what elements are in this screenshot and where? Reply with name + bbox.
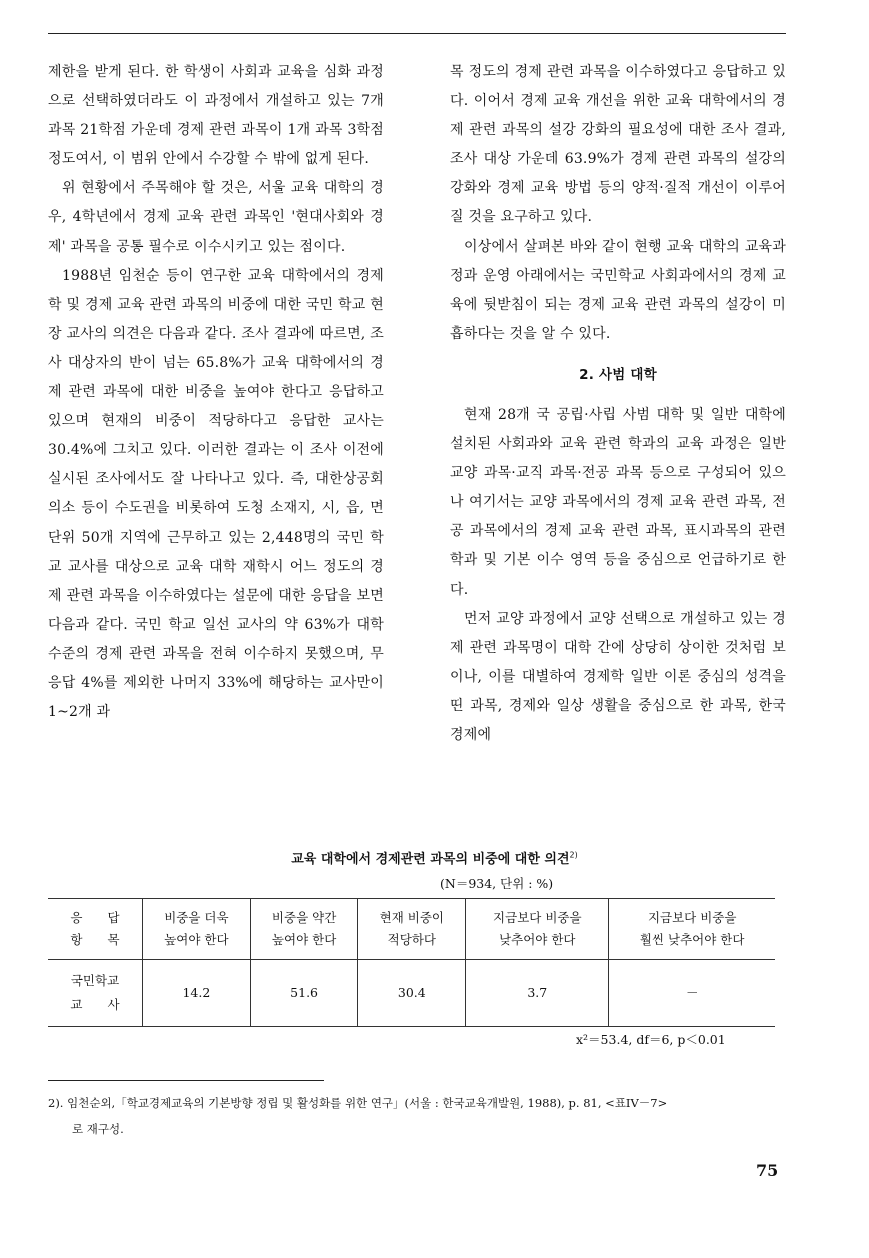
row-label-top: 국민학교 [70,973,120,988]
footnote-rule [48,1080,324,1081]
header-col-2-line-2: 높여야 한다 [271,932,337,947]
header-response-item [48,899,143,960]
table-cell: 3.7 [466,960,609,1027]
left-paragraph-3: 1988년 임천순 등이 연구한 교육 대학에서의 경제학 및 경제 교육 관련 과목의 비중에 대한 국민 학교 현장 교사의 의견은 다음과 같다. 조사 결과에 따르면, 조사 대상자의 반이 넘는 65.8%가 교육 대학에서의 경제 관련 과목에 대한 비중을 높여야 한다고 응답하고 있으며 현재의 비중이 적당하다고 응답한 교사는 30.4%에 그치고 있다. 이러한 결과는 이 조사 이전에 실시된 조사에서도 잘 나타나고 있다. 즉, 대한상공회의소 등이 수도권을 비롯하여 도청 소재지, 시, 읍, 면 단위 50개 지역에 근무하고 있는 2,448명의 국민 학교 교사를 대상으로 교육 대학 재학시 어느 정도의 경제 관련 과목을 이수하였다는 설문에 대한 응답을 보면 다음과 같다. 국민 학교 일선 교사의 약 63%가 대학 수준의 경제 관련 과목을 전혀 이수하지 못했으며, 무응답 4%를 제외한 나머지 33%에 해당하는 교사만이 1~2개 과 [48,267,384,721]
table-row [48,960,775,1027]
table-cell: 14.2 [143,960,251,1027]
table-title-footnote-mark: 2) [569,850,578,860]
opinion-table [48,898,775,1027]
table-unit-note: (N＝934, 단위 : %) [440,876,554,891]
right-paragraph-2: 이상에서 살펴본 바와 같이 현행 교육 대학의 교육과정과 운영 아래에서는 국민학교 사회과에서의 경제 교육에 뒷받침이 되는 경제 교육 관련 과목의 설강이 미흡하다는 것을 알 수 있다. [450,238,786,342]
header-col-5-line-2: 훨씬 낮추어야 한다 [639,932,745,947]
header-response-top: 응 답 [70,910,120,925]
header-col-4-line-1: 지금보다 비중을 [493,910,582,925]
header-col-4-line-2: 낮추어야 한다 [499,932,576,947]
top-rule [48,33,786,34]
header-col-5-line-1: 지금보다 비중을 [647,910,737,925]
footnote-line-2: 로 재구성. [72,1122,124,1136]
right-paragraph-4: 먼저 교양 과정에서 교양 선택으로 개설하고 있는 경제 관련 과목명이 대학 간에 상당히 상이한 것처럼 보이나, 이를 대별하여 경제학 일반 이론 중심의 성격을 띤 과목, 경제와 일상 생활을 중심으로 한 과목, 한국 경제에 [450,610,786,743]
page-number: 75 [756,1161,779,1180]
header-response-bottom: 항 목 [70,932,120,947]
row-label-bottom: 교 사 [70,997,120,1012]
left-paragraph-2: 위 현황에서 주목해야 할 것은, 서울 교육 대학의 경우, 4학년에서 경제 교육 관련 과목인 '현대사회와 경제' 과목을 공통 필수로 이수시키고 있는 점이다. [48,180,384,255]
header-col-3-line-2: 적당하다 [387,932,436,947]
header-col-3 [358,899,466,960]
table-cell: 51.6 [250,960,358,1027]
header-col-3-line-1: 현재 비중이 [379,910,445,925]
chi-square-note: x²＝53.4, df＝6, p＜0.01 [576,1032,726,1047]
header-col-1-line-1: 비중을 더욱 [164,910,229,925]
left-paragraph-1: 제한을 받게 된다. 한 학생이 사회과 교육을 심화 과정으로 선택하였더라도 이 과정에서 개설하고 있는 7개 과목 21학점 가운데 경제 관련 과목이 1개 과목 3학점 정도여서, 이 범위 안에서 수강할 수 밖에 없게 된다. [48,64,384,168]
right-paragraph-3: 현재 28개 국 공립·사립 사범 대학 및 일반 대학에 설치된 사회과와 교육 관련 학과의 교육 과정은 일반 교양 과목·교직 과목·전공 과목 등으로 구성되어 있으나 여기서는 교양 과목에서의 경제 교육 관련 과목, 전공 과목에서의 경제 교육 관련 과목, 표시과목의 관련 학과 및 기본 이수 영역 등을 중심으로 언급하기로 한다. [450,406,786,598]
header-col-5 [609,899,775,960]
left-column [48,58,384,727]
section-heading: 2. 사범 대학 [579,366,657,383]
table-cell: － [609,960,775,1027]
footnote [48,1090,788,1142]
header-col-1 [143,899,251,960]
right-paragraph-1: 목 정도의 경제 관련 과목을 이수하였다고 응답하고 있다. 이어서 경제 교육 개선을 위한 교육 대학에서의 경제 관련 과목의 설강 강화의 필요성에 대한 조사 결과, 조사 대상 가운데 63.9%가 경제 관련 과목의 설강의 강화와 경제 교육 방법 등의 양적·질적 개선이 이루어질 것을 요구하고 있다. [450,64,786,226]
table-header-row [48,899,775,960]
table-cell: 30.4 [358,960,466,1027]
header-col-1-line-2: 높여야 한다 [164,932,229,947]
right-column [450,58,786,750]
header-col-2-line-1: 비중을 약간 [271,910,337,925]
table-title-text: 교육 대학에서 경제관련 과목의 비중에 대한 의견 [291,852,570,867]
header-col-4 [466,899,609,960]
footnote-line-1: 2). 임천순외,「학교경제교육의 기본방향 정립 및 활성화를 위한 연구」(서울 : 한국교육개발원, 1988), p. 81, <표IV－7> [48,1096,668,1110]
table-title [0,848,869,867]
header-col-2 [250,899,358,960]
row-label [48,960,143,1027]
